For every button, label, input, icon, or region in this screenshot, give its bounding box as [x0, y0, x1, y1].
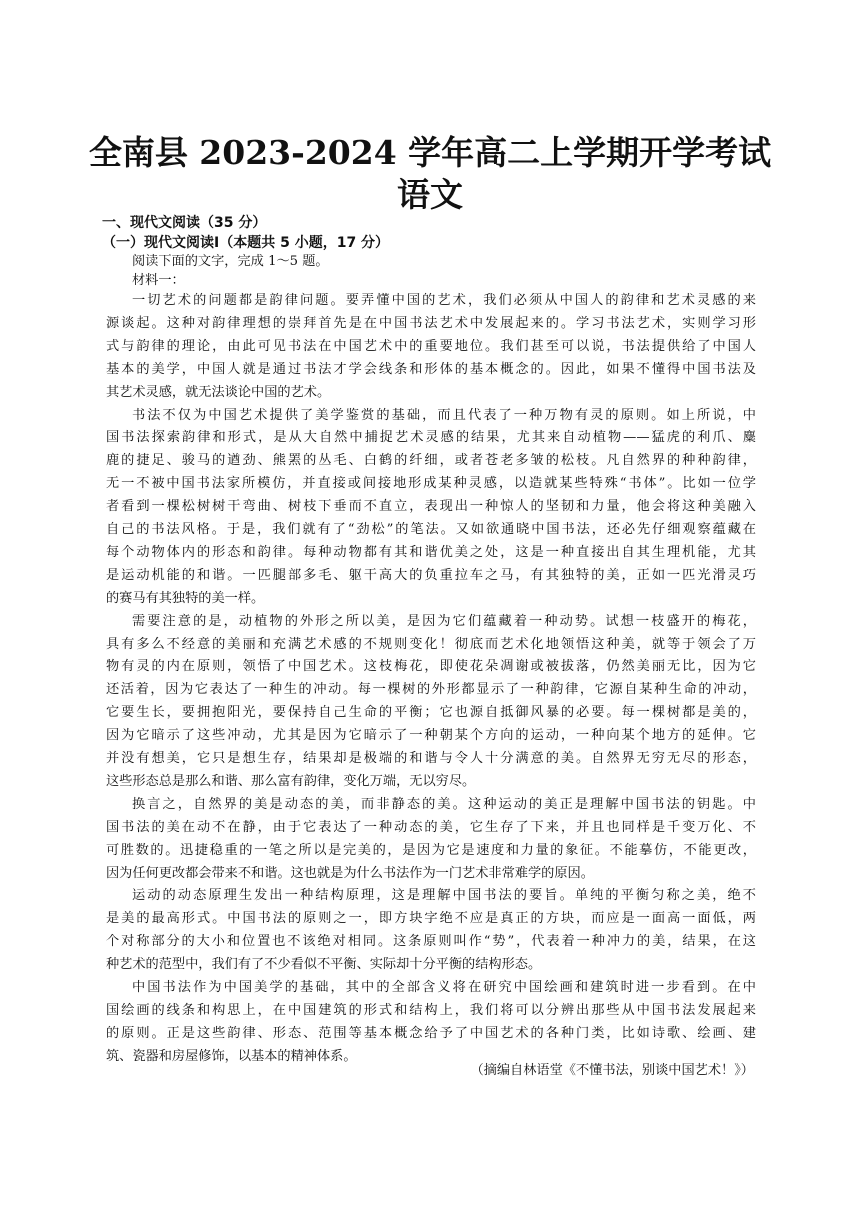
paragraph-line: 的原则。正是这些韵律、形态、范围等基本概念给予了中国艺术的各种门类，比如诗歌、绘画、建 — [106, 1025, 756, 1041]
subsection-heading: （一）现代文阅读Ⅰ（本题共 5 小题，17 分） — [102, 235, 390, 251]
paragraph-line: 筑、瓷器和房屋修饰，以基本的精神体系。 — [106, 1048, 357, 1064]
paragraph-line: 种艺术的范型中，我们有了不少看似不平衡、实际却十分平衡的结构形态。 — [106, 957, 542, 973]
paragraph-line: 一切艺术的问题都是韵律问题。要弄懂中国的艺术，我们必须从中国人的韵律和艺术灵感的来 — [132, 293, 756, 308]
paragraph-line: 运动的动态原理生发出一种结构原理，这是理解中国书法的要旨。单纯的平衡匀称之美，绝不 — [132, 888, 756, 904]
paragraph-line: 需要注意的是，动植物的外形之所以美，是因为它们蕴藏着一种动势。试想一枝盛开的梅花， — [132, 613, 756, 629]
paragraph-line: 因为它暗示了这些冲动，尤其是因为它暗示了一种朝某个方向的运动，一种向某个地方的延伸。它 — [106, 728, 756, 744]
paragraph-line: 物有灵的内在原则，领悟了中国艺术。这枝梅花，即使花朵凋谢或被拔落，仍然美丽无比，因为它 — [106, 659, 756, 675]
paragraph-line: 因为任何更改都会带来不和谐。这也就是为什么书法作为一门艺术非常难学的原因。 — [106, 865, 594, 881]
paragraph-line: 个对称部分的大小和位置也不该绝对相同。这条原则叫作“势”，代表着一种冲力的美，结果，在这 — [106, 934, 756, 950]
paragraph-line: 是美的最高形式。中国书法的原则之一，即方块字绝不应是真正的方块，而应是一面高一面低，两 — [106, 911, 756, 927]
paragraph-line: 换言之，自然界的美是动态的美，而非静态的美。这种运动的美正是理解中国书法的钥匙。中 — [132, 796, 756, 812]
paragraph-line: 国书法的美在动不在静，由于它表达了一种动态的美，它生存了下来，并且也同样是千变万化、不 — [106, 819, 756, 835]
paragraph-line: 这些形态总是那么和谐、那么富有韵律，变化万端，无以穷尽。 — [106, 773, 476, 789]
paragraph-line: 书法不仅为中国艺术提供了美学鉴赏的基础，而且代表了一种万物有灵的原则。如上所说，中 — [132, 407, 756, 423]
section-heading: 一、现代文阅读（35 分） — [102, 215, 267, 231]
paragraph-line: 鹿的捷足、骏马的遒劲、熊罴的丛毛、白鹤的纤细，或者苍老多皱的松枝。凡自然界的种种韵律， — [106, 453, 756, 469]
paragraph-line: 它要生长，要拥抱阳光，要保持自己生命的平衡；它也源自抵御风暴的必要。每一棵树都是美的， — [106, 705, 756, 721]
exam-subject: 语文 — [397, 175, 463, 214]
paragraph-line: 每个动物体内的形态和韵律。每种动物都有其和谐优美之处，这是一种直接出自其生理机能，尤其 — [106, 544, 756, 560]
paragraph-line: 其艺术灵感，就无法谈论中国的艺术。 — [106, 384, 331, 400]
paragraph-line: 源谈起。这种对韵律理想的崇拜首先是在中国书法艺术中发展起来的。学习书法艺术，实则学习形 — [106, 315, 756, 331]
paragraph-line: 式与韵律的理论，由此可见书法在中国艺术中的重要地位。我们甚至可以说，书法提供给了中国人 — [106, 338, 756, 354]
paragraph-line: 具有多么不经意的美丽和充满艺术感的不规则变化！彻底而艺术化地领悟这种美，就等于领会了万 — [106, 636, 756, 652]
paragraph-line: 基本的美学，中国人就是通过书法才学会线条和形体的基本概念的。因此，如果不懂得中国书法及 — [106, 361, 756, 377]
paragraph-line: 自己的书法风格。于是，我们就有了“劲松”的笔法。又如欲通晓中国书法，还必先仔细观察蕴藏在 — [106, 522, 756, 537]
paragraph-line: 国书法探索韵律和形式，是从大自然中捕捉艺术灵感的结果，尤其来自动植物——猛虎的利爪、麋 — [106, 430, 756, 446]
paragraph-line: 是运动机能的和谐。一匹腿部多毛、躯干高大的负重拉车之马，有其独特的美，正如一匹光滑灵巧 — [106, 567, 756, 583]
material-label: 材料一： — [132, 273, 185, 288]
paragraph-line: 国绘画的线条和构思上，在中国建筑的形式和结构上，我们将可以分辨出那些从中国书法发展起来 — [106, 1002, 756, 1018]
paragraph-line: 者看到一棵松树树干弯曲、树枝下垂而不直立，表现出一种惊人的坚韧和力量，他会将这种美融入 — [106, 499, 756, 515]
exam-title: 全南县 2023-2024 学年高二上学期开学考试 — [88, 133, 772, 172]
paragraph-line: 并没有想美，它只是想生存，结果却是极端的和谐与令人十分满意的美。自然界无穷无尽的形态， — [106, 751, 756, 766]
paragraph-line: 可胜数的。迅捷稳重的一笔之所以是完美的，是因为它是速度和力量的象征。不能摹仿，不能更改， — [106, 842, 756, 858]
source-citation: （摘编自林语堂《不懂书法，别谈中国艺术！》） — [470, 1063, 754, 1078]
paragraph-line: 还活着，因为它表达了一种生的冲动。每一棵树的外形都显示了一种韵律，它源自某种生命的冲动， — [106, 682, 756, 698]
paragraph-line: 无一不被中国书法家所模仿，并直接或间接地形成某种灵感，以造就某些特殊“书体”。比如一位学 — [106, 476, 756, 492]
paragraph-line: 的赛马有其独特的美一样。 — [106, 590, 265, 606]
reading-instruction: 阅读下面的文字，完成 1～5 题。 — [132, 254, 329, 269]
paragraph-line: 中国书法作为中国美学的基础，其中的全部含义将在研究中国绘画和建筑时进一步看到。在中 — [132, 980, 756, 995]
